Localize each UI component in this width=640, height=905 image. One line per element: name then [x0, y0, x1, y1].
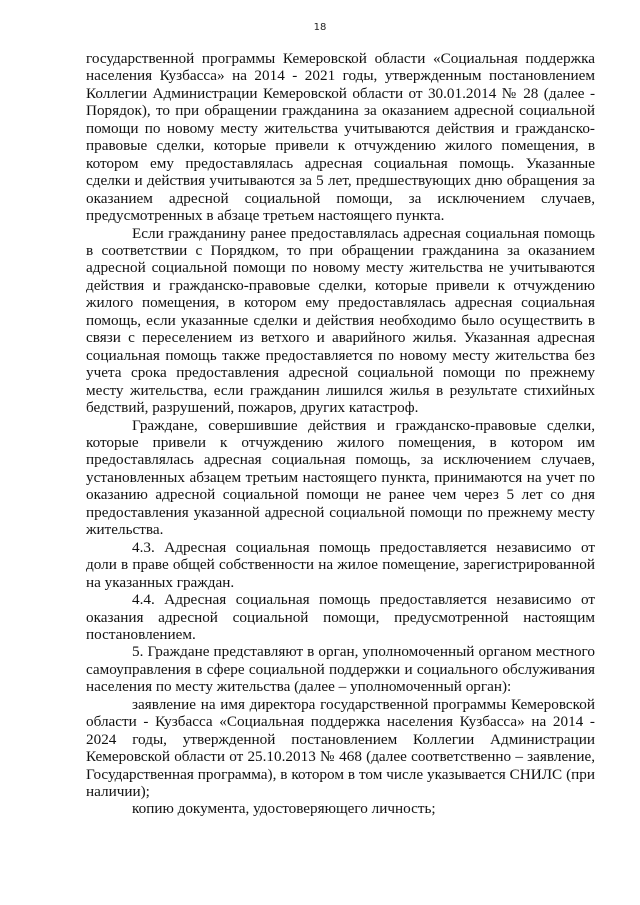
paragraph-alienation-rule: Граждане, совершившие действия и гражданско-правовые сделки, которые привели к отчуждению жилого помещения, в котором им предоставлялась адресная социальная помощь, за исключением случаев, установленных абзацем третьим настоящего пункта, принимаются на учет по оказанию адресной социальной помощи не ранее чем через 5 лет со дня предоставления указанной адресной социальной помощи по прежнему месту жительства.	[86, 416, 595, 539]
paragraph-clause-5: 5. Граждане представляют в орган, уполномоченный органом местного самоуправления в сфере социальной поддержки и социального обслуживания населения по месту жительства (далее – уполномоченный орган):	[86, 643, 595, 696]
paragraph-clause-4-3: 4.3. Адресная социальная помощь предоставляется независимо от доли в праве общей собственности на жилое помещение, зарегистрированной на указанных граждан.	[86, 538, 595, 591]
paragraph-application: заявление на имя директора государственной программы Кемеровской области - Кузбасса «Социальная поддержка населения Кузбасса» на 2014 - 2024 годы, утвержденной постановлением Коллегии Администрации Кемеровской области от 25.10.2013 № 468 (далее соответственно – заявление, Государственная программа), в котором в том числе указывается СНИЛС (при наличии);	[86, 695, 595, 801]
paragraph-identity-document: копию документа, удостоверяющего личность;	[132, 800, 436, 818]
paragraph-previous-assistance: Если гражданину ранее предоставлялась адресная социальная помощь в соответствии с Порядком, то при обращении гражданина за оказанием адресной социальной помощи по новому месту жительства не учитываются действия и гражданско-правовые сделки, которые привели к отчуждению жилого помещения, в котором ему предоставлялась адресная социальная помощь, если указанные сделки и действия необходимо было осуществить в связи с переселением из ветхого и аварийного жилья. Указанная адресная социальная помощь также предоставляется по новому месту жительства без учета срока предоставления адресной социальной помощи по прежнему месту жительства, если гражданин лишился жилья в результате стихийных бедствий, разрушений, пожаров, других катастроф.	[86, 224, 595, 417]
paragraph-continuation: государственной программы Кемеровской области «Социальная поддержка населения Кузбасса» на 2014 - 2021 годы, утвержденным постановлением Коллегии Администрации Кемеровской области от 30.01.2014 № 28 (далее - Порядок), то при обращении гражданина за оказанием адресной социальной помощи по новому месту жительства учитываются действия и гражданско-правовые сделки, которые привели к отчуждению жилого помещения, в котором ему предоставлялась адресная социальная помощь. Указанные сделки и действия учитываются за 5 лет, предшествующих дню обращения за оказанием адресной социальной помощи, за исключением случаев, предусмотренных в абзаце третьем настоящего пункта.	[86, 50, 595, 225]
paragraph-clause-4-4: 4.4. Адресная социальная помощь предоставляется независимо от оказания адресной социальной помощи, предусмотренной настоящим постановлением.	[86, 591, 595, 643]
page-number: 18	[313, 22, 327, 33]
document-body	[86, 50, 595, 818]
